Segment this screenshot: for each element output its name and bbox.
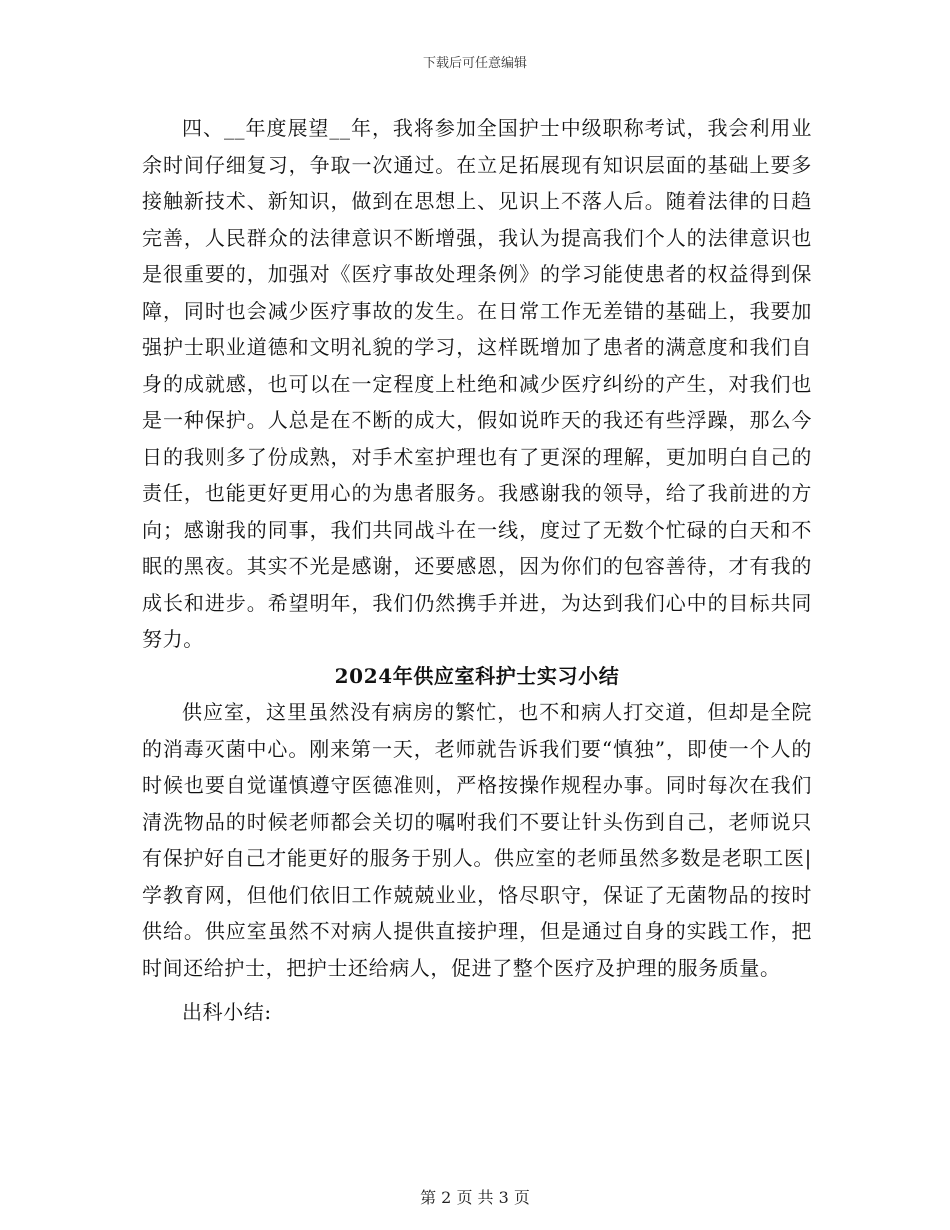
paragraph-supply-room: 供应室，这里虽然没有病房的繁忙，也不和病人打交道，但却是全院的消毒灭菌中心。刚来第一天，老师就告诉我们要“慎独”，即使一个人的时候也要自觉谨慎遵守医德准则，严格按操作规程办事。同时每次在我们清洗物品的时候老师都会关切的嘱咐我们不要让针头伤到自己，老师说只有保护好自己才能更好的服务于别人。供应室的老师虽然多数是老职工医|学教育网，但他们依旧工作兢兢业业，恪尽职守，保证了无菌物品的按时供给。供应室虽然不对病人提供直接护理，但是通过自身的实践工作，把时间还给护士，把护士还给病人，促进了整个医疗及护理的服务质量。 (142, 700, 812, 980)
paragraph-outlook: 四、__年度展望__年，我将参加全国护士中级职称考试，我会利用业余时间仔细复习，争取一次通过。在立足拓展现有知识层面的基础上要多接触新技术、新知识，做到在思想上、见识上不落人后。随着法律的日趋完善，人民群众的法律意识不断增强，我认为提高我们个人的法律意识也是很重要的，加强对《医疗事故处理条例》的学习能使患者的权益得到保障，同时也会减少医疗事故的发生。在日常工作无差错的基础上，我要加强护士职业道德和文明礼貌的学习，这样既增加了患者的满意度和我们自身的成就感，也可以在一定程度上杜绝和减少医疗纠纷的产生，对我们也是一种保护。人总是在不断的成大，假如说昨天的我还有些浮躁，那么今日的我则多了份成熟，对手术室护理也有了更深的理解，更加明白自己的责任，也能更好更用心的为患者服务。我感谢我的领导，给了我前进的方向；感谢我的同事，我们共同战斗在一线，度过了无数个忙碌的白天和不眠的黑夜。其实不光是感谢，还要感恩，因为你们的包容善待，才有我的成长和进步。希望明年，我们仍然携手并进，为达到我们心中的目标共同努力。 (142, 116, 812, 651)
summary-label: 出科小结: (182, 1000, 272, 1024)
section-title: 2024年供应室科护士实习小结 (334, 663, 620, 688)
header-note: 下载后可任意编辑 (422, 56, 527, 71)
page-number: 第 2 页 共 3 页 (420, 1188, 530, 1207)
document-body (142, 110, 812, 1031)
